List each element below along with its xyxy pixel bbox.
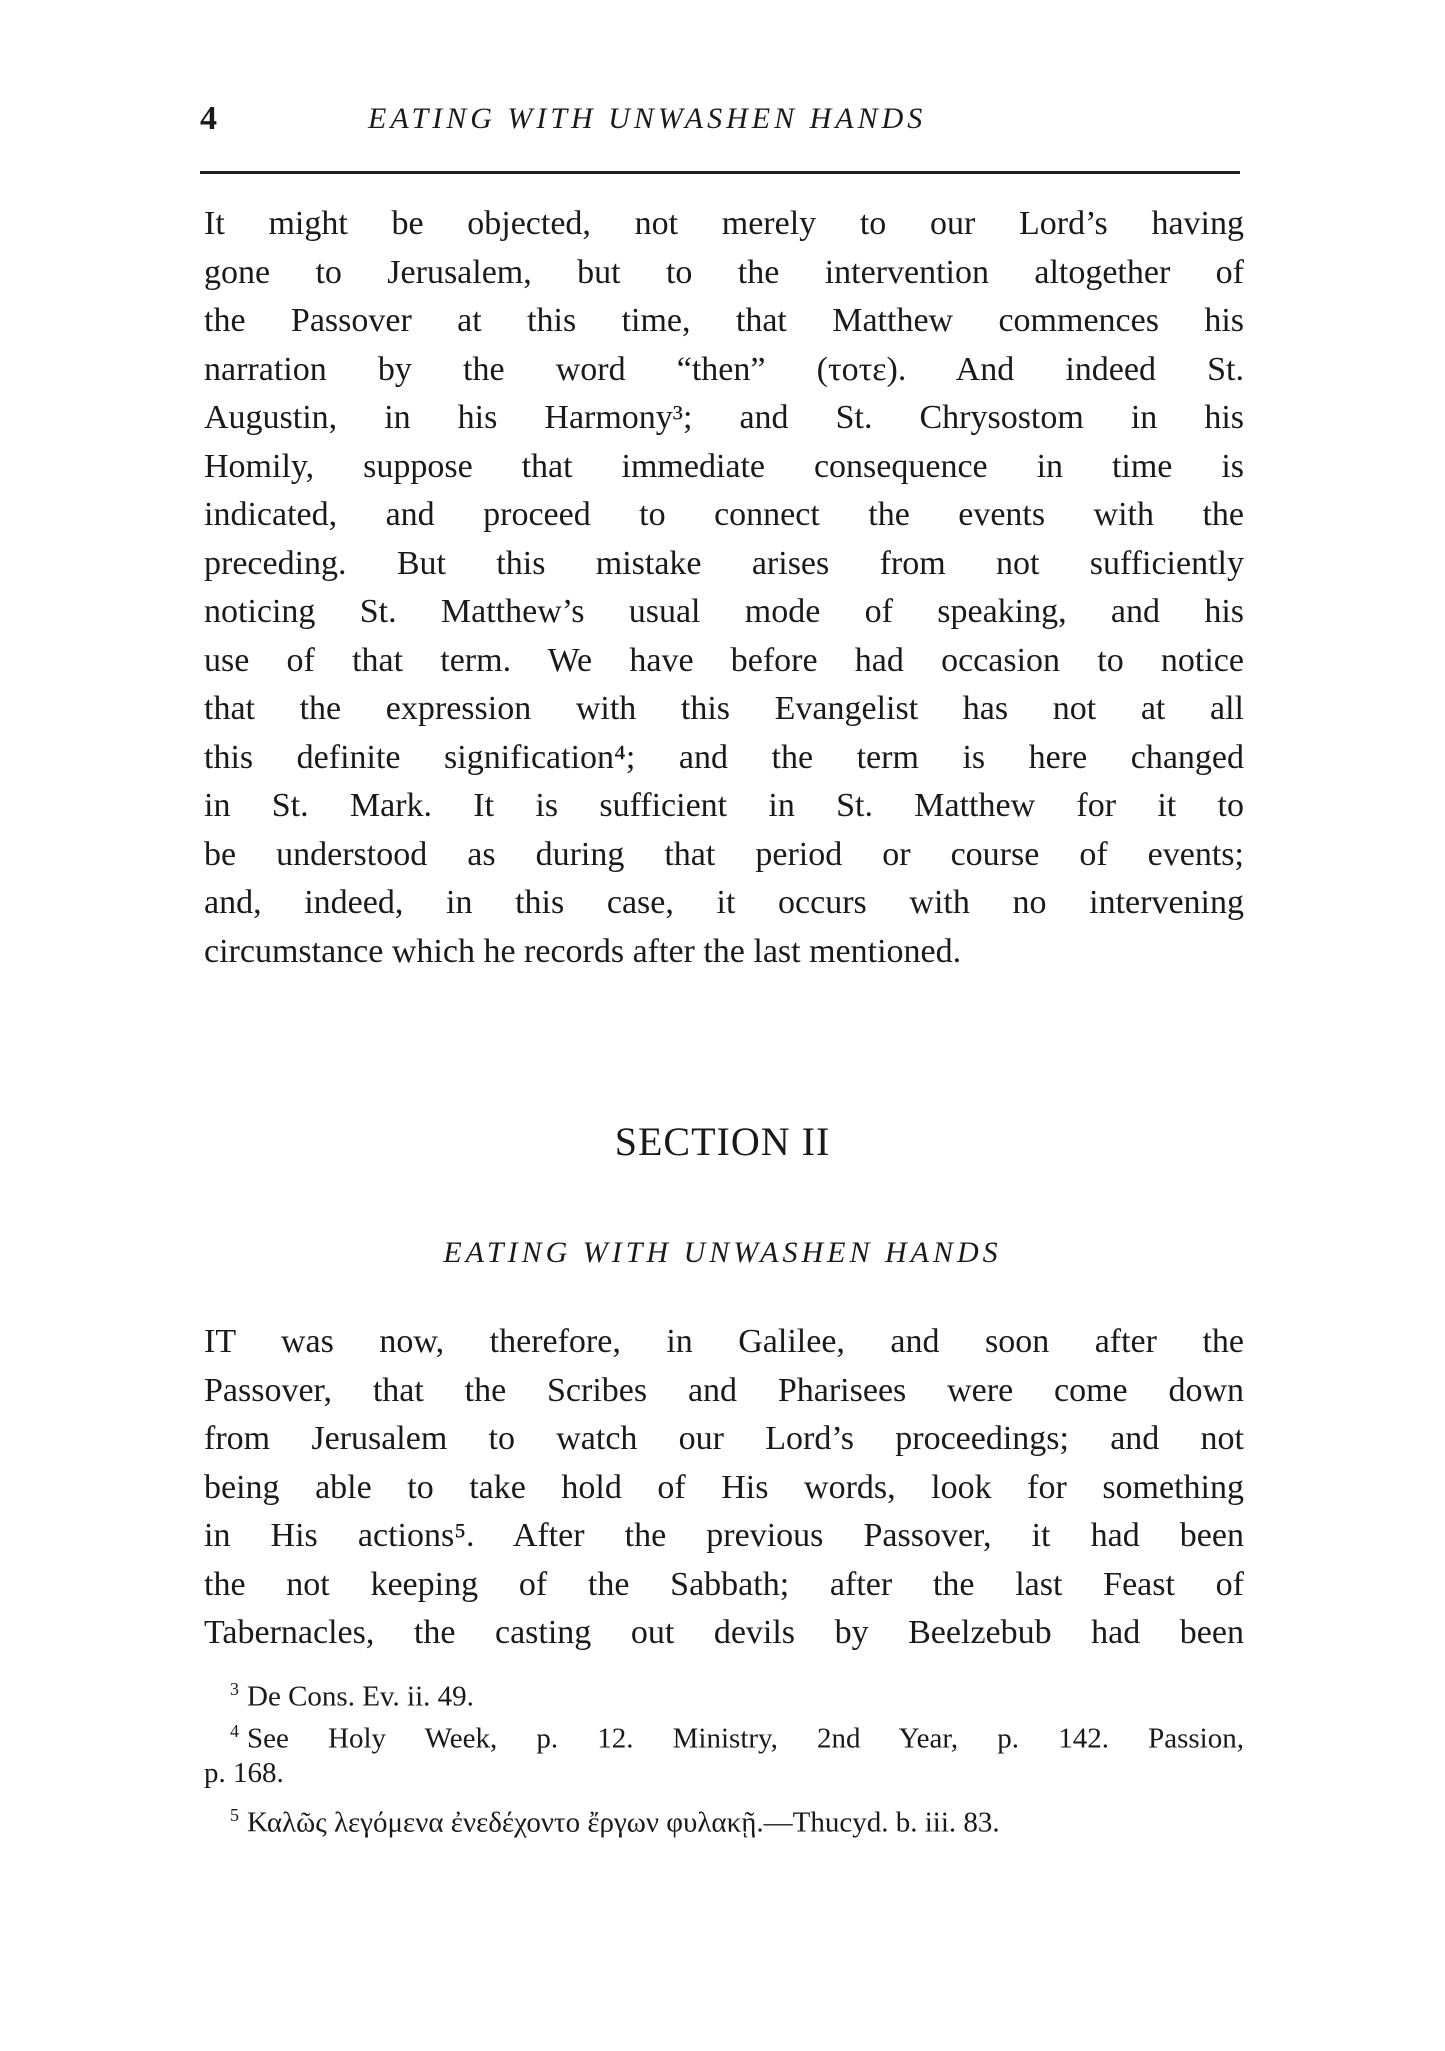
text-line: IT was now, therefore, in Galilee, and soon after the <box>204 1323 1244 1360</box>
footnote-text: See Holy Week, p. 12. Ministry, 2nd Year, p. 142. Passion, <box>247 1722 1244 1755</box>
text-line: being able to take hold of His words, look for something <box>204 1468 1244 1506</box>
text-line: and, indeed, in this case, it occurs with no intervening <box>204 884 1244 921</box>
text-line: that the expression with this Evangelist has not at all <box>204 690 1244 727</box>
text-line: gone to Jerusalem, but to the intervention altogether of <box>204 253 1244 291</box>
page-number: 4 <box>200 100 217 137</box>
footnote-4 <box>204 1710 1244 1755</box>
text-line: this definite signification⁴; and the term is here changed <box>204 738 1244 776</box>
footnote-5 <box>204 1794 1244 1839</box>
text-line: use of that term. We have before had occasion to notice <box>204 641 1244 679</box>
paragraph-1 <box>204 200 1244 976</box>
text-line: noticing St. Matthew’s usual mode of speaking, and his <box>204 593 1244 630</box>
footnote-text: De Cons. Ev. ii. 49. <box>247 1680 474 1713</box>
footnote-marker: 5 <box>230 1805 239 1825</box>
text-line: It might be objected, not merely to our Lord’s having <box>204 205 1244 242</box>
text-line: circumstance which he records after the last mentioned. <box>204 932 962 970</box>
text-line: from Jerusalem to watch our Lord’s proceedings; and not <box>204 1420 1244 1457</box>
running-title: EATING WITH UNWASHEN HANDS <box>368 102 927 135</box>
text-line: indicated, and proceed to connect the events with the <box>204 496 1244 533</box>
text-line: Augustin, in his Harmony³; and St. Chrysostom in his <box>204 399 1244 436</box>
text-line: narration by the word “then” (τοτε). And indeed St. <box>204 350 1244 388</box>
text-line: Passover, that the Scribes and Pharisees were come down <box>204 1371 1244 1409</box>
text-line: in His actions⁵. After the previous Passover, it had been <box>204 1517 1244 1554</box>
text-line: preceding. But this mistake arises from not sufficiently <box>204 544 1244 582</box>
running-head <box>200 100 1250 150</box>
paragraph-2 <box>204 1318 1244 1658</box>
footnote-marker: 3 <box>230 1679 239 1699</box>
header-rule <box>200 171 1240 174</box>
footnote-marker: 4 <box>230 1721 239 1741</box>
section-heading: SECTION II <box>614 1119 831 1164</box>
text-line: Tabernacles, the casting out devils by Beelzebub had been <box>204 1614 1244 1651</box>
text-line: the Passover at this time, that Matthew commences his <box>204 302 1244 339</box>
footnote-3 <box>204 1668 1244 1713</box>
footnote-text: Καλῶς λεγόμενα ἐνεδέχοντο ἔργων φυλακῇ.—Thucyd. b. iii. 83. <box>247 1806 1000 1839</box>
footnotes <box>204 1668 1244 1839</box>
text-line: in St. Mark. It is sufficient in St. Matthew for it to <box>204 787 1244 824</box>
text-line: be understood as during that period or course of events; <box>204 835 1244 873</box>
text-line: the not keeping of the Sabbath; after the last Feast of <box>204 1565 1244 1603</box>
text-line: Homily, suppose that immediate consequence in time is <box>204 447 1244 485</box>
section-subtitle: EATING WITH UNWASHEN HANDS <box>443 1236 1002 1269</box>
footnote-4-continuation: p. 168. <box>204 1757 284 1789</box>
